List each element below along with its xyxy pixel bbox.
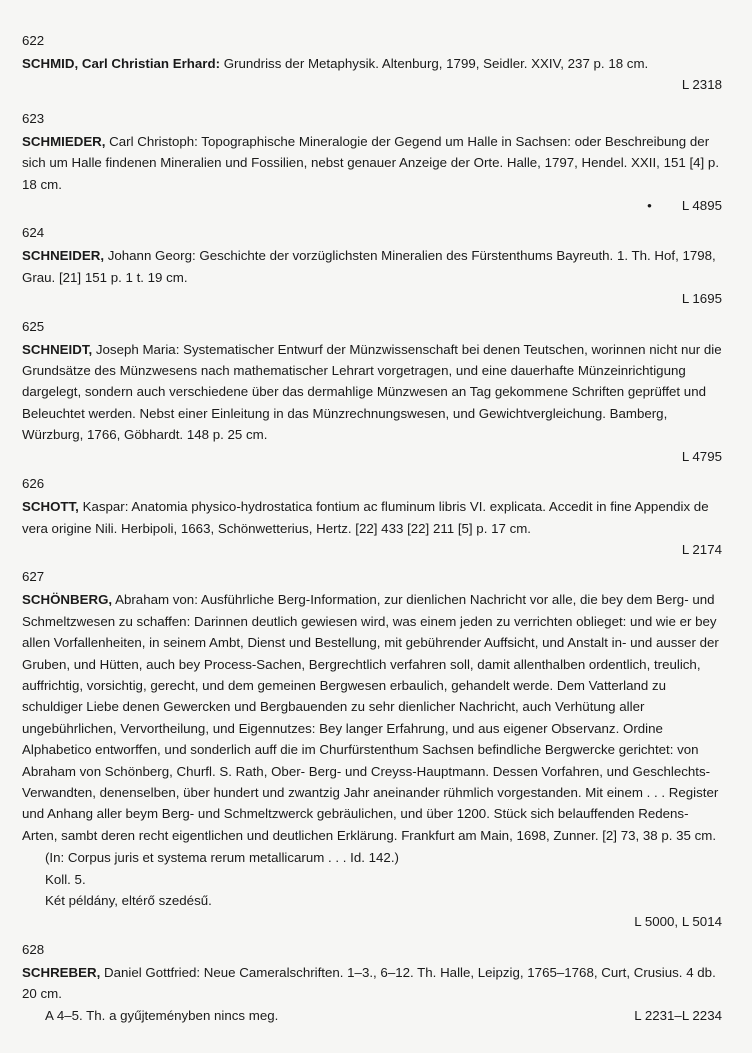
entry-note: A 4–5. Th. a gyűjteményben nincs meg.	[45, 1007, 279, 1023]
entry-author: SCHÖNBERG,	[22, 592, 113, 608]
entry-author: SCHREBER,	[22, 964, 101, 980]
bullet-marker: •	[647, 198, 652, 214]
catalog-entry-626	[22, 473, 722, 560]
entry-text: Joseph Maria: Systematischer Entwurf der Münzwissenschaft bei denen Teutschen, worinnen nicht nur die Grundsätze des Münzwesens nach mathematischer Lehrart vorgetragen, und eine dauerhafte Münzeinrichtigung dargelegt, sondern auch verschiedene über das dermahlige Münzwesen an Tag gekommene Schriften geprüffet und Beleuchtet werden. Nebst einer Einleitung in das Münzrechnungswesen, und Gewichtvergleichung. Bamberg, Würzburg, 1766, Göbhardt. 148 p. 25 cm.	[22, 341, 722, 443]
entry-text: Kaspar: Anatomia physico-hydrostatica fontium ac fluminum libris VI. explicata. Accedit in fine Appendix de vera origine Nili. Herbipoli, 1663, Schönwetterius, Hertz. [22] 433 [22] 211 [5] p. 17 cm.	[22, 499, 709, 536]
entry-author: SCHMID, Carl Christian Erhard:	[22, 56, 221, 71]
entry-note: Koll. 5.	[45, 871, 86, 887]
entry-description	[22, 53, 722, 74]
entry-author: SCHOTT,	[22, 499, 79, 515]
entry-description	[22, 589, 722, 846]
entry-description	[22, 339, 722, 446]
entry-location: L 2231–L 2234	[634, 1007, 722, 1023]
entry-note: (In: Corpus juris et systema rerum metallicarum . . . Id. 142.)	[45, 850, 399, 866]
entry-text: Abraham von: Ausführliche Berg-Information, zur dienlichen Nachricht vor alle, die bey dem Berg- und Schmeltzwesen zu schaffen: Darinnen deutlich gewiesen wird, was einem jeden zu verrichten oblieget: und wie er bey allen Vorfallenheiten, in seinem Ambt, Dienst und Bestellung, mit gebührender Auffsicht, und Anstalt in- und ausser der Gruben, und Hütten, auch bey Process-Sachen, Bergrechtlich verfahren soll, damit allenthalben ordentlich, treulich, auffrichtig, vorsichtig, gerecht, und dem gemeinen Bergwesen erbaulich, gehandelt werde. Dem Vatterland zu schuldiger Liebe denen Gewercken und Bergbauenden zu sehr dienlicher Nachricht, auch Verhütung aller ungebührlichen, Vervortheilung, und Eigennutzes: Bey langer Erfahrung, und aus eigener Observanz. Ordine Alphabetico entworffen, und sonderlich auff die im Churfürstenthum Sachsen befindliche Bergwercke gerichtet: von Abraham von Schönberg, Churfl. S. Rath, Ober- Berg- und Creyss-Hauptmann. Dessen Vorfahren, und Geschlechts-Verwandten, denenselben, über hundert und zwantzig Jahr aneinander rühmlich vorgestanden. Mit einem . . . Register und Anhang aller beym Berg- und Schmeltzwerck gebräulichen, und über 1200. Stück sich belauffenden Redens-Arten, sambt deren recht eigentlichen und deutlichen Erklärung. Frankfurt am Main, 1698, Zunner. [2] 73, 38 p. 35 cm.	[22, 592, 719, 843]
entry-text: Carl Christoph: Topographische Mineralogie der Gegend um Halle in Sachsen: oder Beschreibung der sich um Halle findenen Mineralien und Fossilien, nebst genauer Anzeige der Orte. Halle, 1797, Hendel. XXII, 151 [4] p. 18 cm.	[22, 133, 720, 192]
entry-author: SCHMIEDER,	[22, 133, 106, 149]
entry-description	[22, 245, 722, 288]
catalog-entry-628	[22, 939, 722, 1026]
catalog-entry-622	[22, 30, 722, 96]
entry-number: 625	[22, 318, 45, 334]
entry-description	[22, 496, 722, 539]
entry-location: L 4895	[681, 198, 722, 214]
entry-number: 628	[22, 941, 45, 957]
entry-number: 624	[22, 225, 45, 241]
entry-text: Johann Georg: Geschichte der vorzüglichsten Mineralien des Fürstenthums Bayreuth. 1. Th. Hof, 1798, Grau. [21] 151 p. 1 t. 19 cm.	[22, 248, 716, 285]
entry-location: L 2174	[681, 541, 722, 557]
entry-location: L 5000, L 5014	[634, 914, 722, 930]
entry-author: SCHNEIDER,	[22, 248, 105, 264]
entry-number: 623	[22, 110, 45, 126]
entry-location: L 1695	[681, 291, 722, 307]
entry-number: 622	[22, 33, 45, 48]
catalog-entry-625	[22, 316, 722, 467]
entry-location: L 4795	[681, 448, 722, 464]
entry-location-line	[22, 195, 722, 216]
entry-notes	[22, 847, 722, 911]
entry-number: 627	[22, 569, 45, 585]
entry-number: 626	[22, 476, 45, 492]
entry-text: Daniel Gottfried: Neue Cameralschriften. 1–3., 6–12. Th. Halle, Leipzig, 1765–1768, Curt, Crusius. 4 db. 20 cm.	[22, 964, 716, 1002]
entry-description	[22, 131, 722, 195]
entry-location: L 2318	[681, 77, 722, 93]
catalog-entry-623	[22, 108, 722, 217]
entry-description	[22, 962, 722, 1005]
entry-author: SCHNEIDT,	[22, 341, 93, 357]
entry-note-line	[22, 1005, 722, 1026]
entry-text: Grundriss der Metaphysik. Altenburg, 1799, Seidler. XXIV, 237 p. 18 cm.	[220, 56, 649, 71]
catalog-entry-624	[22, 222, 722, 309]
entry-note: Két példány, eltérő szedésű.	[45, 893, 212, 908]
catalog-entry-627	[22, 566, 722, 933]
